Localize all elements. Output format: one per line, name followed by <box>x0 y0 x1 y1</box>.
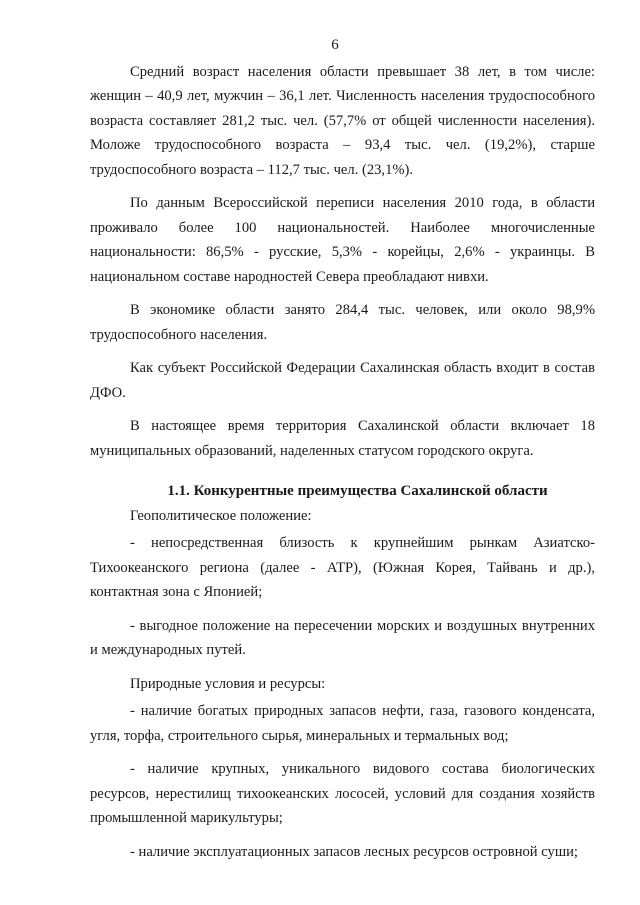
geo-heading: Геополитическое положение: <box>130 507 312 524</box>
nature-heading: Природные условия и ресурсы: <box>130 675 326 692</box>
nature-item-minerals: - наличие богатых природных запасов нефти, газа, газового конденсата, угля, торфа, строительного сырья, минеральных и термальных вод; <box>90 703 595 744</box>
section-title: 1.1. Конкурентные преимущества Сахалинской области <box>167 483 548 499</box>
nature-item-forest: - наличие эксплуатационных запасов лесных ресурсов островной суши; <box>130 843 578 860</box>
geo-item-position: - выгодное положение на пересечении морских и воздушных внутренних и международных путей. <box>90 617 595 658</box>
paragraph-employment: В экономике области занято 284,4 тыс. человек, или около 98,9% трудоспособного населения. <box>90 302 595 343</box>
nature-item-bio: - наличие крупных, уникального видового состава биологических ресурсов, нерестилищ тихоокеанских лососей, условий для создания хозяйств промышленной марикультуры; <box>90 761 595 826</box>
paragraph-population-age: Средний возраст населения области превышает 38 лет, в том числе: женщин – 40,9 лет, мужчин – 36,1 лет. Численность населения трудоспособного возраста составляет 281,2 тыс. чел. (57,7% от общей численности населения). Моложе трудоспособного возраста – 93,4 тыс. чел. (19,2%), старше трудоспособного возраста – 112,7 тыс. чел. (23,1%). <box>90 63 595 178</box>
geo-item-proximity: - непосредственная близость к крупнейшим рынкам Азиатско-Тихоокеанского региона (далее - АТР), (Южная Корея, Тайвань и др.), контактная зона с Японией; <box>90 535 595 600</box>
paragraph-nationalities: По данным Всероссийской переписи населения 2010 года, в области проживало более 100 национальностей. Наиболее многочисленные национальности: 86,5% - русские, 5,3% - корейцы, 2,6% - украинцы. В национальном составе народностей Севера преобладают нивхи. <box>90 195 595 285</box>
paragraph-municipalities: В настоящее время территория Сахалинской области включает 18 муниципальных образований, наделенных статусом городского округа. <box>90 418 595 459</box>
page-number: 6 <box>331 37 339 53</box>
paragraph-federation-subject: Как субъект Российской Федерации Сахалинская область входит в состав ДФО. <box>90 360 595 401</box>
